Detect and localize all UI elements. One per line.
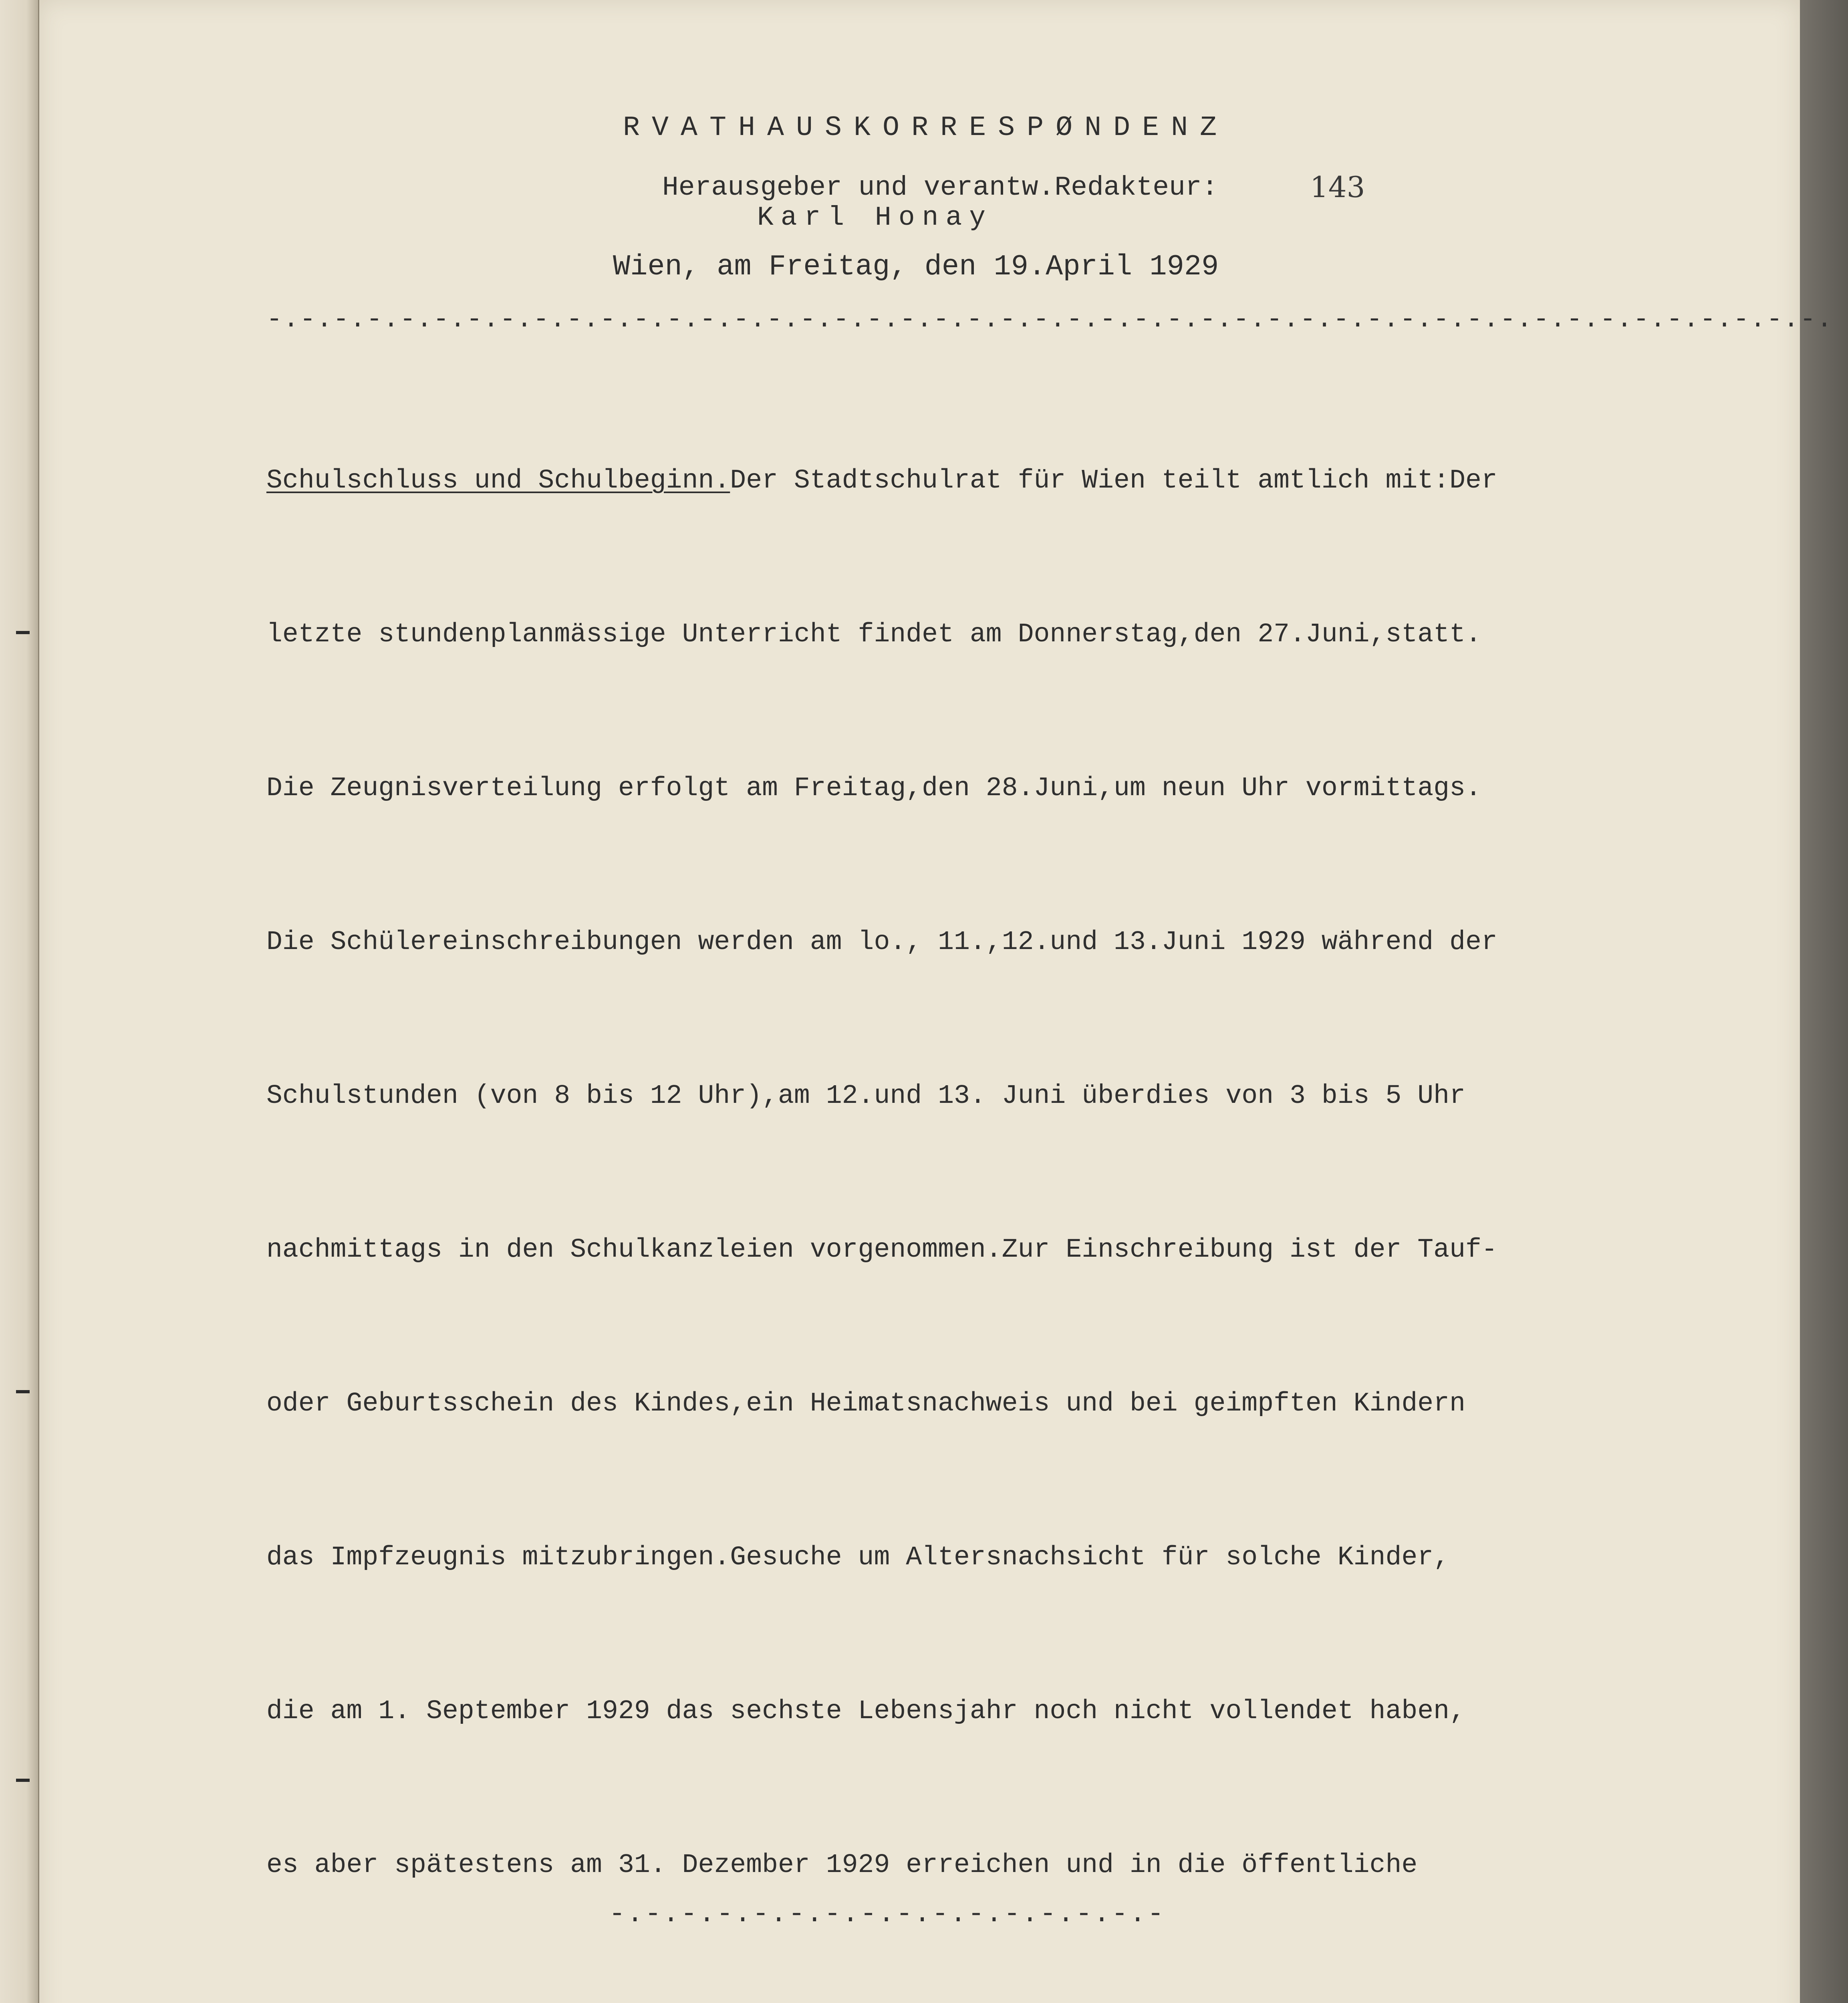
margin-mark: [16, 1779, 30, 1782]
article-line: Die Schülereinschreibungen werden am lo., 11.,12.und 13.Juni 1929 während der: [266, 927, 1497, 957]
previous-page-edge: [0, 0, 39, 2003]
article-line: Schulschluss und Schulbeginn.Der Stadtschulrat für Wien teilt amtlich mit:Der: [266, 465, 1497, 496]
article-line: Die Zeugnisverteilung erfolgt am Freitag,den 28.Juni,um neun Uhr vormittags.: [266, 773, 1481, 803]
article-line: oder Geburtsschein des Kindes,ein Heimatsnachweis und bei geimpften Kindern: [266, 1388, 1465, 1419]
newsletter-title: RVATHAUSKORRESPØNDENZ: [623, 112, 1229, 144]
article-line: nachmittags in den Schulkanzleien vorgenommen.Zur Einschreibung ist der Tauf-: [266, 1235, 1497, 1265]
page-number: 143: [1310, 170, 1365, 204]
article-schulschluss: [266, 353, 1530, 2003]
article-line: das Impfzeugnis mitzubringen.Gesuche um Altersnachsicht für solche Kinder,: [266, 1542, 1450, 1572]
date-line: Wien, am Freitag, den 19.April 1929: [613, 250, 1219, 283]
editor-label: Herausgeber und verantw.Redakteur:: [662, 172, 1218, 203]
divider-top: -.-.-.-.-.-.-.-.-.-.-.-.-.-.-.-.-.-.-.-.-.-.-.-.-.-.-.-.-.-.-.-.-.-.-.-.-.-.-.-.-.-.-.-.-.-.-.: [266, 304, 1834, 335]
editor-name: Karl Honay: [757, 202, 993, 233]
article-line: Schulstunden (von 8 bis 12 Uhr),am 12.und 13. Juni überdies von 3 bis 5 Uhr: [266, 1081, 1465, 1111]
margin-mark: [16, 1390, 30, 1393]
margin-mark: [16, 631, 30, 634]
article-headline: Schulschluss und Schulbeginn.: [266, 465, 730, 496]
page-edge-shadow: [1800, 0, 1848, 2003]
article-line: die am 1. September 1929 das sechste Lebensjahr noch nicht vollendet haben,: [266, 1696, 1465, 1726]
divider-article1: -.-.-.-.-.-.-.-.-.-.-.-.-.-.-.-: [609, 1899, 1166, 1930]
article-waermestuben: [262, 1955, 1477, 2003]
article-line: es aber spätestens am 31. Dezember 1929 erreichen und in die öffentliche: [266, 1850, 1418, 1880]
article-line: letzte stundenplanmässige Unterricht findet am Donnerstag,den 27.Juni,statt.: [266, 619, 1481, 649]
